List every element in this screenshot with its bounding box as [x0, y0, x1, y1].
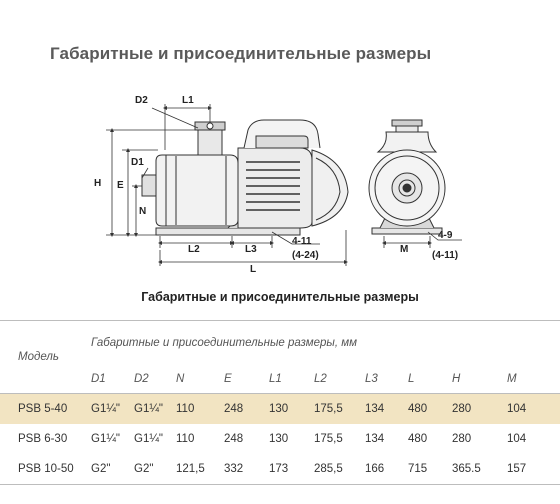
header-group-row — [0, 321, 560, 366]
label-e: E — [117, 180, 124, 191]
value-cell-e: 248 — [224, 394, 269, 425]
value-cell-m: 104 — [507, 433, 527, 445]
column-header-d1: D1 — [91, 365, 134, 394]
label-d2: D2 — [135, 95, 148, 106]
value-cell-n: 121,5 — [176, 454, 224, 485]
table-row — [0, 424, 560, 454]
column-header-n: N — [176, 365, 224, 394]
value-cell-l3: 134 — [365, 433, 385, 445]
dimensions-table — [0, 320, 560, 485]
group-header: Габаритные и присоединительные размеры, мм — [91, 321, 560, 366]
model-cell: PSB 10-50 — [0, 454, 91, 485]
column-header-d2: D2 — [134, 365, 176, 394]
column-header-e: E — [224, 365, 269, 394]
label-l3: L3 — [245, 244, 257, 255]
value-cell-d1: G1¼" — [91, 433, 121, 445]
column-header-l1: L1 — [269, 365, 314, 394]
value-cell-l3: 134 — [365, 394, 408, 425]
value-cell-l1: 173 — [269, 454, 314, 485]
label-n: N — [139, 206, 147, 217]
label-l: L — [250, 264, 257, 275]
table-body — [0, 394, 560, 485]
value-cell-e: 332 — [224, 454, 269, 485]
model-cell: PSB 6-30 — [18, 433, 68, 445]
value-cell-d2: G2" — [134, 454, 176, 485]
value-cell-d1: G2" — [91, 454, 134, 485]
value-cell-l2: 175,5 — [314, 394, 365, 425]
pump-side-view — [369, 120, 445, 234]
value-cell-h: 280 — [452, 394, 507, 425]
value-cell-d2: G1¼" — [134, 433, 164, 445]
column-header-l3: L3 — [365, 365, 408, 394]
value-cell-l1: 130 — [269, 394, 314, 425]
table-row — [0, 394, 560, 425]
label-l1: L1 — [182, 95, 194, 106]
model-header: Модель — [0, 321, 91, 394]
value-cell-m: 104 — [507, 394, 560, 425]
value-cell-l3: 166 — [365, 454, 408, 485]
value-cell-d2: G1¼" — [134, 394, 176, 425]
value-cell-n: 110 — [176, 394, 224, 425]
column-header-h: H — [452, 365, 507, 394]
value-cell-e: 248 — [224, 433, 244, 445]
value-cell-n: 110 — [176, 433, 195, 445]
value-cell-l1: 130 — [269, 433, 289, 445]
label-holes-side-2: (4-11) — [432, 250, 459, 261]
value-cell-l: 480 — [408, 433, 428, 445]
value-cell-h: 365.5 — [452, 454, 507, 485]
label-d1: D1 — [131, 157, 144, 168]
label-h: H — [94, 178, 102, 189]
label-m: M — [400, 244, 409, 255]
value-cell-m: 157 — [507, 454, 560, 485]
column-header-l: L — [408, 365, 452, 394]
table-row — [0, 454, 560, 485]
label-holes-front-1: 4-11 — [292, 236, 312, 247]
label-l2: L2 — [188, 244, 200, 255]
value-cell-l2: 175,5 — [314, 433, 343, 445]
value-cell-l: 715 — [408, 454, 452, 485]
pump-front-view — [142, 120, 348, 235]
value-cell-l2: 285,5 — [314, 454, 365, 485]
column-header-l2: L2 — [314, 365, 365, 394]
model-cell: PSB 5-40 — [0, 394, 91, 425]
column-header-m: M — [507, 365, 560, 394]
value-cell-l: 480 — [408, 394, 452, 425]
value-cell-d1: G1¼" — [91, 394, 134, 425]
table-title: Габаритные и присоединительные размеры — [141, 290, 419, 304]
label-holes-front-2: (4-24) — [292, 250, 319, 261]
value-cell-h: 280 — [452, 433, 472, 445]
page-title: Габаритные и присоединительные размеры — [50, 44, 432, 63]
label-holes-side-1: 4-9 — [438, 230, 453, 241]
